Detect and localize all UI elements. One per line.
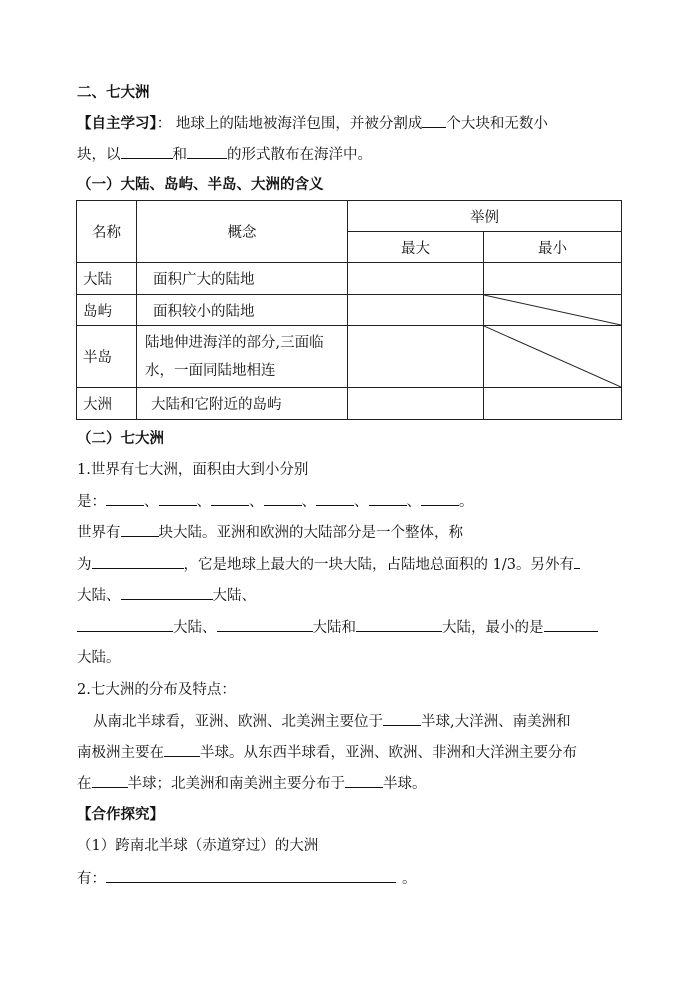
row-concept: 面积较小的陆地 — [137, 295, 348, 326]
sep: 、 — [249, 494, 264, 510]
blank — [77, 617, 173, 632]
sep: 、 — [196, 494, 211, 510]
blank — [264, 491, 302, 506]
text: 大陆、 — [212, 588, 256, 604]
text: 和 — [172, 147, 187, 163]
diagonal-line — [484, 326, 621, 387]
q1-line-5 — [77, 585, 256, 606]
header-max: 最大 — [348, 232, 484, 263]
cooperate-item-1: （1）跨南北半球（赤道穿过）的大洲 — [77, 838, 319, 854]
row-concept: 大陆和它附近的岛屿 — [137, 388, 348, 420]
header-concept: 概念 — [137, 201, 348, 263]
row-name: 大陆 — [77, 263, 137, 295]
q2-line-1 — [93, 711, 571, 732]
sep: 、 — [354, 494, 369, 510]
cell-min-diagonal — [484, 326, 622, 388]
text: 。 — [402, 871, 417, 887]
blank — [121, 585, 213, 600]
sep: 、 — [301, 494, 316, 510]
blank — [106, 491, 144, 506]
row-name: 岛屿 — [77, 295, 137, 326]
blank — [121, 144, 173, 159]
row-name: 大洲 — [77, 388, 137, 420]
blank — [369, 491, 407, 506]
self-study-line-2 — [77, 144, 372, 165]
blank — [383, 711, 421, 726]
diagonal-line — [484, 295, 621, 325]
text: 块大陆。亚洲和欧洲的大陆部分是一个整体，称 — [158, 525, 463, 541]
blank — [544, 617, 598, 632]
subsection-2-title: （二）七大洲 — [77, 431, 164, 447]
text: ，它是地球上最大的一块大陆，占陆地总面积的 1/3。另外有 — [183, 557, 574, 573]
text: 的形式散布在海洋中。 — [227, 147, 372, 163]
definition-table — [76, 200, 622, 420]
text: 有： — [77, 871, 106, 887]
blank — [106, 868, 396, 883]
text: 世界有 — [77, 525, 121, 541]
blank — [356, 617, 442, 632]
blank — [421, 491, 459, 506]
table-row — [77, 263, 622, 295]
blank — [316, 491, 354, 506]
text: 块，以 — [77, 147, 121, 163]
self-study-text-2: 个大块和无数小 — [446, 116, 548, 132]
sep: 、 — [406, 494, 421, 510]
header-name: 名称 — [77, 201, 137, 263]
q2-line-2 — [77, 742, 577, 763]
cell-max — [348, 388, 484, 420]
cell-min — [484, 388, 622, 420]
q1-line-3 — [77, 522, 463, 543]
blank — [92, 773, 128, 788]
text: 大陆和 — [312, 620, 356, 636]
text: 大陆，最小的是 — [442, 620, 544, 636]
sep: 、 — [144, 494, 159, 510]
header-example: 举例 — [348, 201, 622, 232]
q1-line-2 — [77, 491, 474, 512]
blank — [164, 742, 200, 757]
row-name: 半岛 — [77, 326, 137, 388]
table-row — [77, 326, 622, 388]
text: 在 — [77, 776, 92, 792]
header-min: 最小 — [484, 232, 622, 263]
text: 大陆、 — [173, 620, 217, 636]
text: 。 — [459, 494, 474, 510]
table-row — [77, 388, 622, 420]
blank — [574, 554, 580, 569]
cooperate-label: 【合作探究】 — [77, 807, 164, 823]
cell-max — [348, 263, 484, 295]
blank — [121, 522, 159, 537]
q1-line-6 — [77, 617, 598, 638]
cooperate-item-1-answer — [77, 868, 417, 889]
blank — [92, 554, 184, 569]
cell-min — [484, 263, 622, 295]
row-concept: 陆地伸进海洋的部分,三面临水，一面同陆地相连 — [137, 326, 348, 388]
q1-line-7: 大陆。 — [77, 650, 121, 666]
blank-count — [422, 113, 446, 128]
text: 从南北半球看，亚洲、欧洲、北美洲主要位于 — [93, 714, 383, 730]
section-title: 二、七大洲 — [77, 85, 150, 101]
text: 半球；北美洲和南美洲主要分布于 — [127, 776, 345, 792]
text: 半球。 — [383, 776, 427, 792]
cell-min-diagonal — [484, 295, 622, 326]
self-study-label: 【自主学习】 — [77, 116, 157, 132]
q1-line-4 — [77, 554, 580, 575]
q1-line-1: 1.世界有七大洲，面积由大到小分别 — [77, 462, 309, 478]
blank — [159, 491, 197, 506]
blank — [217, 617, 313, 632]
self-study-line-1 — [77, 113, 548, 134]
text: 是： — [77, 494, 106, 510]
text: 大陆、 — [77, 588, 121, 604]
cell-max — [348, 326, 484, 388]
text: 为 — [77, 557, 92, 573]
blank — [211, 491, 249, 506]
blank — [187, 144, 227, 159]
subsection-1-title: （一）大陆、岛屿、半岛、大洲的含义 — [77, 177, 324, 193]
table-row — [77, 295, 622, 326]
q2-title: 2.七大洲的分布及特点： — [77, 682, 236, 698]
blank — [345, 773, 383, 788]
text: 半球,大洋洲、南美洲和 — [421, 714, 571, 730]
cell-max — [348, 295, 484, 326]
q2-line-3 — [77, 773, 427, 794]
text: 半球。从东西半球看，亚洲、欧洲、非洲和大洋洲主要分布 — [200, 745, 577, 761]
row-concept: 面积广大的陆地 — [137, 263, 348, 295]
text: 南极洲主要在 — [77, 745, 164, 761]
self-study-text: ： 地球上的陆地被海洋包围，并被分割成 — [156, 116, 423, 132]
